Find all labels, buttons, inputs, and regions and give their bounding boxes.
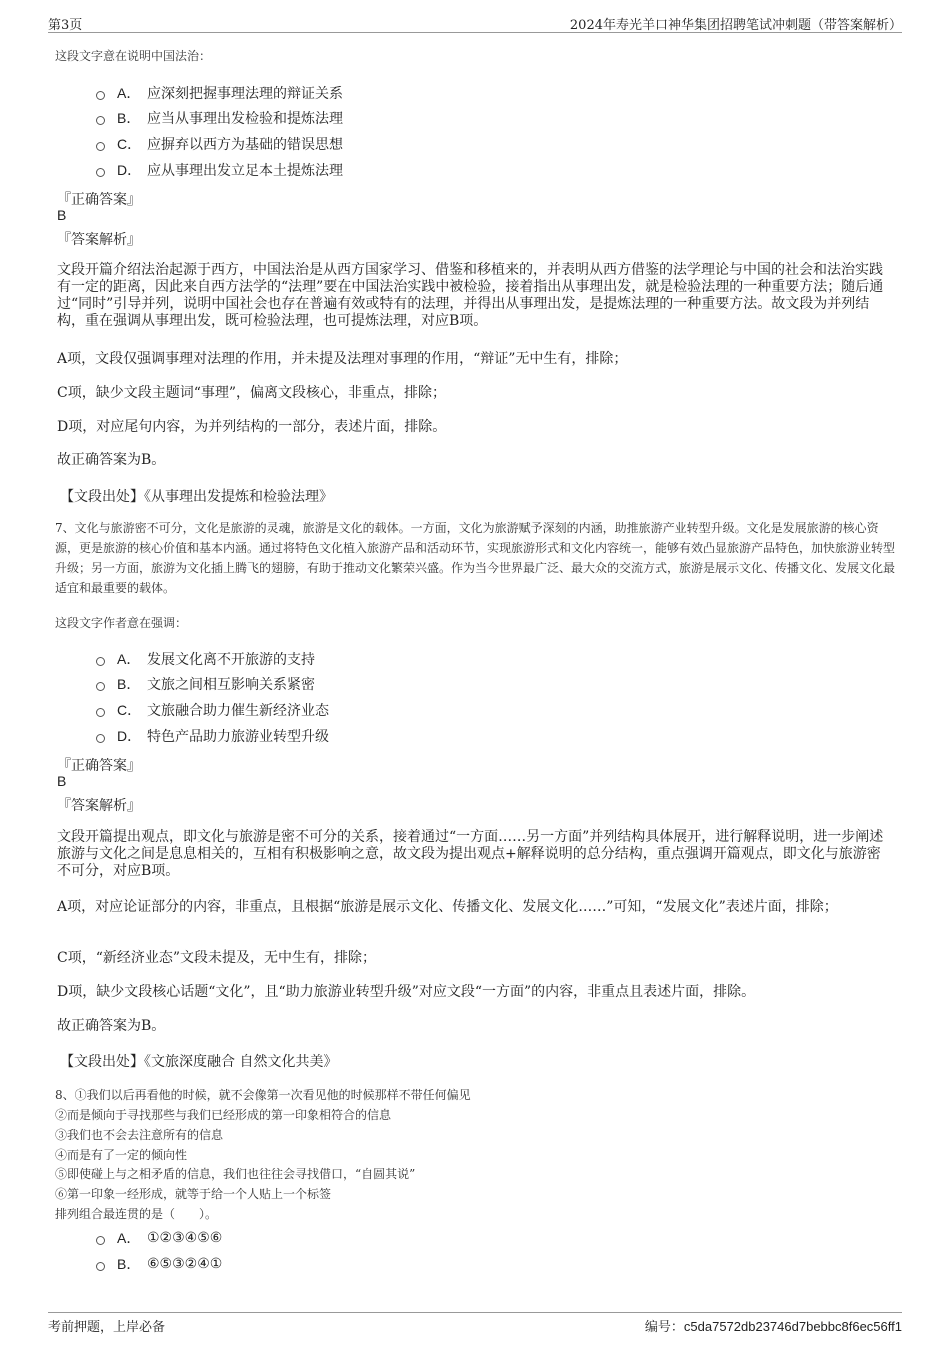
- q7-answer-label: 『正确答案』: [57, 758, 141, 774]
- q7-option-d[interactable]: D． 特色产品助力旅游业转型升级: [96, 725, 329, 747]
- q6-analysis-main: 文段开篇介绍法治起源于西方，中国法治是从西方国家学习、借鉴和移植来的，并表明从西方借鉴的法学理论与中国的社会和法治实践有一定的距离，因此来自西方法学的“法理”要在中国法治实践中被检验，接着指出从事理出发，就是检验法理的一种重要方法；随后通过“同时”引导并列，说明中国社会也存在普遍有效或特有的法理，并得出从事理出发，是提炼法理的一种重要方法。故文段为并列结构，重在强调从事理出发，既可检验法理，也可提炼法理，对应B项。: [57, 262, 884, 329]
- radio-icon[interactable]: [96, 168, 105, 177]
- radio-icon[interactable]: [96, 1262, 105, 1271]
- q7-conclusion: 故正确答案为B。: [57, 1018, 166, 1034]
- q7-analysis-d: D项，缺少文段核心话题“文化”，且“助力旅游业转型升级”对应文段“一方面”的内容，非重点且表述片面，排除。: [57, 984, 756, 1000]
- document-title: 2024年寿光羊口神华集团招聘笔试冲刺题（带答案解析）: [569, 18, 902, 33]
- q6-answer: B: [57, 207, 67, 223]
- q7-answer: B: [57, 773, 67, 789]
- q7-analysis-c: C项，“新经济业态”文段未提及，无中生有，排除；: [57, 950, 377, 966]
- radio-icon[interactable]: [96, 657, 105, 666]
- q6-option-a[interactable]: A． 应深刻把握事理法理的辩证关系: [96, 82, 343, 104]
- q8-line-6: ⑥第一印象一经形成，就等于给一个人贴上一个标签: [55, 1187, 332, 1201]
- q8-option-a[interactable]: A． ①②③④⑤⑥: [96, 1227, 222, 1249]
- q6-option-c[interactable]: C． 应摒弃以西方为基础的错误思想: [96, 133, 343, 155]
- q8-line-2: ②而是倾向于寻找那些与我们已经形成的第一印象相符合的信息: [55, 1108, 392, 1122]
- q6-analysis-label: 『答案解析』: [57, 232, 141, 248]
- page-header: [48, 12, 902, 33]
- q6-answer-label: 『正确答案』: [57, 192, 141, 208]
- radio-icon[interactable]: [96, 142, 105, 151]
- q6-analysis-a: A项，文段仅强调事理对法理的作用，并未提及法理对事理的作用，“辩证”无中生有，排除；: [57, 351, 628, 367]
- q8-line-4: ④而是有了一定的倾向性: [55, 1148, 188, 1162]
- q7-analysis-a: A项，对应论证部分的内容，非重点，且根据“旅游是展示文化、传播文化、发展文化……”可知，“发展文化”表述片面，排除；: [57, 899, 838, 915]
- q7-option-a[interactable]: A． 发展文化离不开旅游的支持: [96, 648, 315, 670]
- q8-line-1: 8、①我们以后再看他的时候，就不会像第一次看见他的时候那样不带任何偏见: [55, 1088, 471, 1102]
- radio-icon[interactable]: [96, 734, 105, 743]
- document-code: 编号：c5da7572db23746d7bebbc8f6ec56ff1: [644, 1319, 902, 1335]
- page-footer: [48, 1312, 902, 1337]
- q6-source: 【文段出处】《从事理出发提炼和检验法理》: [60, 489, 333, 505]
- q8-prompt: 排列组合最连贯的是（ ）。: [55, 1207, 218, 1221]
- radio-icon[interactable]: [96, 116, 105, 125]
- q6-conclusion: 故正确答案为B。: [57, 452, 166, 468]
- q8-line-3: ③我们也不会去注意所有的信息: [55, 1128, 224, 1142]
- radio-icon[interactable]: [96, 91, 105, 100]
- q6-analysis-d: D项，对应尾句内容，为并列结构的一部分，表述片面，排除。: [57, 419, 447, 435]
- radio-icon[interactable]: [96, 682, 105, 691]
- q7-source: 【文段出处】《文旅深度融合 自然文化共美》: [60, 1054, 338, 1070]
- q7-option-b[interactable]: B． 文旅之间相互影响关系紧密: [96, 673, 315, 695]
- q6-analysis-c: C项，缺少文段主题词“事理”，偏离文段核心，非重点，排除；: [57, 385, 447, 401]
- page-number: 第3页: [48, 18, 83, 33]
- q7-prompt: 这段文字作者意在强调：: [55, 616, 188, 630]
- q6-option-b[interactable]: B． 应当从事理出发检验和提炼法理: [96, 107, 343, 129]
- q7-option-c[interactable]: C． 文旅融合助力催生新经济业态: [96, 699, 329, 721]
- q6-option-d[interactable]: D． 应从事理出发立足本土提炼法理: [96, 159, 343, 181]
- q8-option-b[interactable]: B． ⑥⑤③②④①: [96, 1253, 222, 1275]
- q8-line-5: ⑤即使碰上与之相矛盾的信息，我们也往往会寻找借口，“自圆其说”: [55, 1167, 416, 1181]
- radio-icon[interactable]: [96, 708, 105, 717]
- footer-slogan: 考前押题，上岸必备: [48, 1320, 166, 1335]
- q7-stem: 7、文化与旅游密不可分，文化是旅游的灵魂，旅游是文化的载体。一方面，文化为旅游赋予深刻的内涵，助推旅游产业转型升级。文化是发展旅游的核心资源，更是旅游的核心价值和基本内涵。通过将特色文化植入旅游产品和活动环节，实现旅游形式和文化内容统一，能够有效凸显旅游产品特色，加快旅游业转型升级；另一方面，旅游为文化插上腾飞的翅膀，有助于推动文化繁荣兴盛。作为当今世界最广泛、最大众的交流方式，旅游是展示文化、传播文化、发展文化最适宜和最重要的载体。: [55, 521, 896, 595]
- q7-analysis-label: 『答案解析』: [57, 798, 141, 814]
- radio-icon[interactable]: [96, 1236, 105, 1245]
- q6-prompt: 这段文字意在说明中国法治：: [55, 49, 212, 63]
- q7-analysis-main: 文段开篇提出观点，即文化与旅游是密不可分的关系，接着通过“一方面……另一方面”并列结构具体展开，进行解释说明，进一步阐述旅游与文化之间是息息相关的，互相有积极影响之意，故文段为提出观点+解释说明的总分结构，重点强调开篇观点，即文化与旅游密不可分，对应B项。: [57, 829, 884, 879]
